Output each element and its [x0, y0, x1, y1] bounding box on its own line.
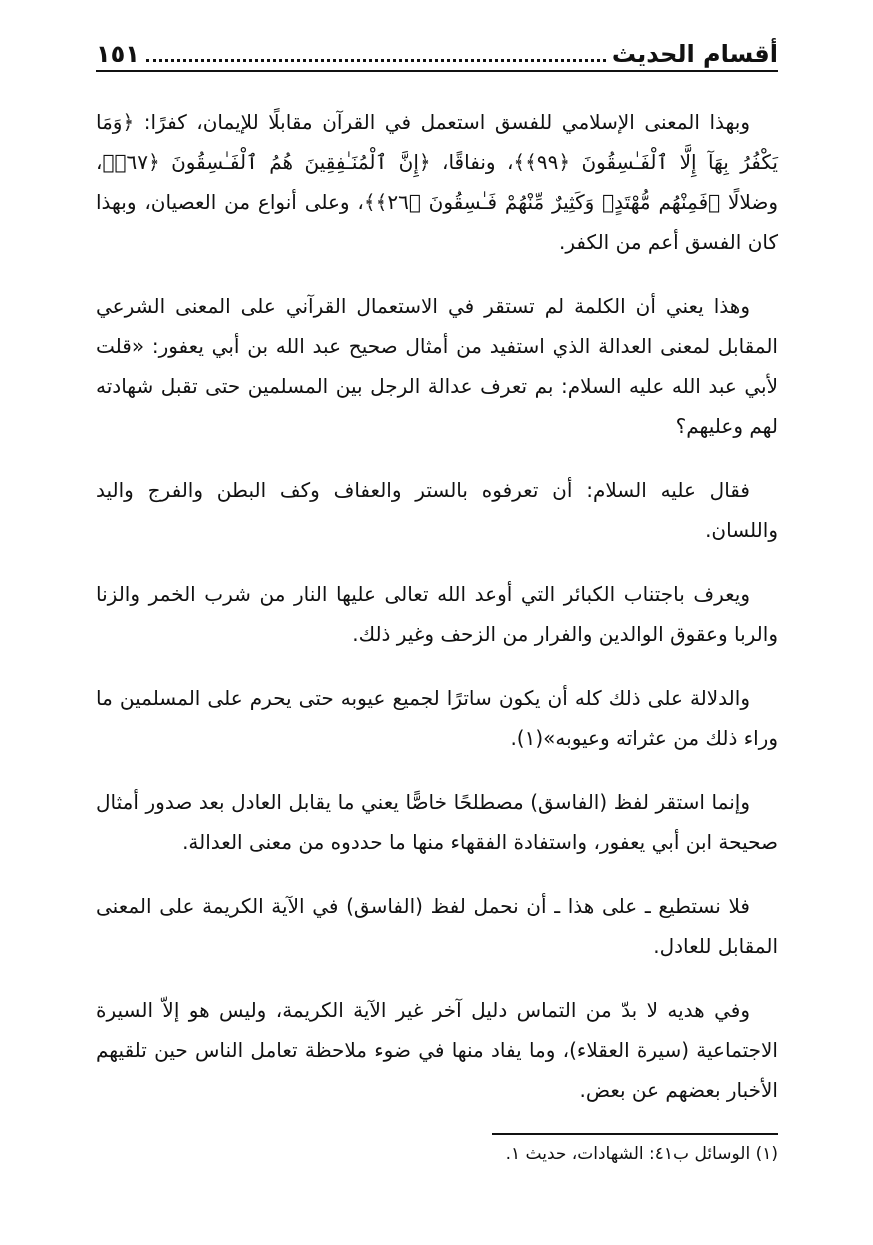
footnote-rule	[492, 1133, 778, 1135]
paragraph-5: والدلالة على ذلك كله أن يكون ساترًا لجميع عيوبه حتى يحرم على المسلمين ما وراء ذلك من عثراته وعيوبه»(١).	[96, 686, 778, 750]
paragraph-4: ويعرف باجتناب الكبائر التي أوعد الله تعالى عليها النار من شرب الخمر والزنا والربا وعقوق الوالدين والفرار من الزحف وغير ذلك.	[96, 582, 778, 646]
page-header	[96, 28, 778, 68]
paragraph-6: وإنما استقر لفظ (الفاسق) مصطلحًا خاصًّا يعني ما يقابل العادل بعد صدور أمثال صحيحة ابن أبي يعفور، واستفادة الفقهاء منها ما حددوه من معنى العدالة.	[96, 790, 778, 854]
paragraph-1: وبهذا المعنى الإسلامي للفسق استعمل في القرآن مقابلًا للإيمان، كفرًا: ﴿وَمَا يَكْفُرُ بِهَآ إِلَّا ٱلْفَـٰسِقُونَ ﴿٩٩﴾﴾، ونفاقًا، ﴿إِنَّ ٱلْمُنَـٰفِقِينَ هُمُ ٱلْفَـٰسِقُونَ ﴿٦٧﴾﴾، وضلالًا ﴿فَمِنْهُم مُّهْتَدٍۖ وَكَثِيرٌ مِّنْهُمْ فَـٰسِقُونَ ﴿٢٦﴾﴾، وعلى أنواع من العصيان، وبهذا كان الفسق أعم من الكفر.	[96, 110, 779, 254]
header-dot-leader	[146, 59, 606, 62]
paragraph-8: وفي هديه لا بدّ من التماس دليل آخر غير الآية الكريمة، وليس هو إلاّ السيرة الاجتماعية (سيرة العقلاء)، وما يفاد منها في ضوء ملاحظة تعامل الناس حين تلقيهم الأخبار بعضهم عن بعض.	[96, 998, 778, 1102]
paragraph-3: فقال عليه السلام: أن تعرفوه بالستر والعفاف وكف البطن والفرج واليد واللسان.	[96, 478, 778, 542]
header-rule	[96, 70, 778, 72]
footnote: (١) الوسائل ب٤١: الشهادات، حديث ١.	[505, 1144, 778, 1164]
paragraph-7: فلا نستطيع ـ على هذا ـ أن نحمل لفظ (الفاسق) في الآية الكريمة على المعنى المقابل للعادل.	[96, 894, 778, 958]
page-body	[96, 102, 778, 1134]
running-title: أقسام الحديث	[611, 40, 778, 68]
paragraph-2: وهذا يعني أن الكلمة لم تستقر في الاستعمال القرآني على المعنى الشرعي المقابل لمعنى العدالة الذي استفيد من أمثال صحيح عبد الله بن أبي يعفور: «قلت لأبي عبد الله عليه السلام: بم تعرف عدالة الرجل بين المسلمين حتى تقبل شهادته لهم وعليهم؟	[96, 294, 778, 438]
page-number: ١٥١	[96, 40, 140, 68]
